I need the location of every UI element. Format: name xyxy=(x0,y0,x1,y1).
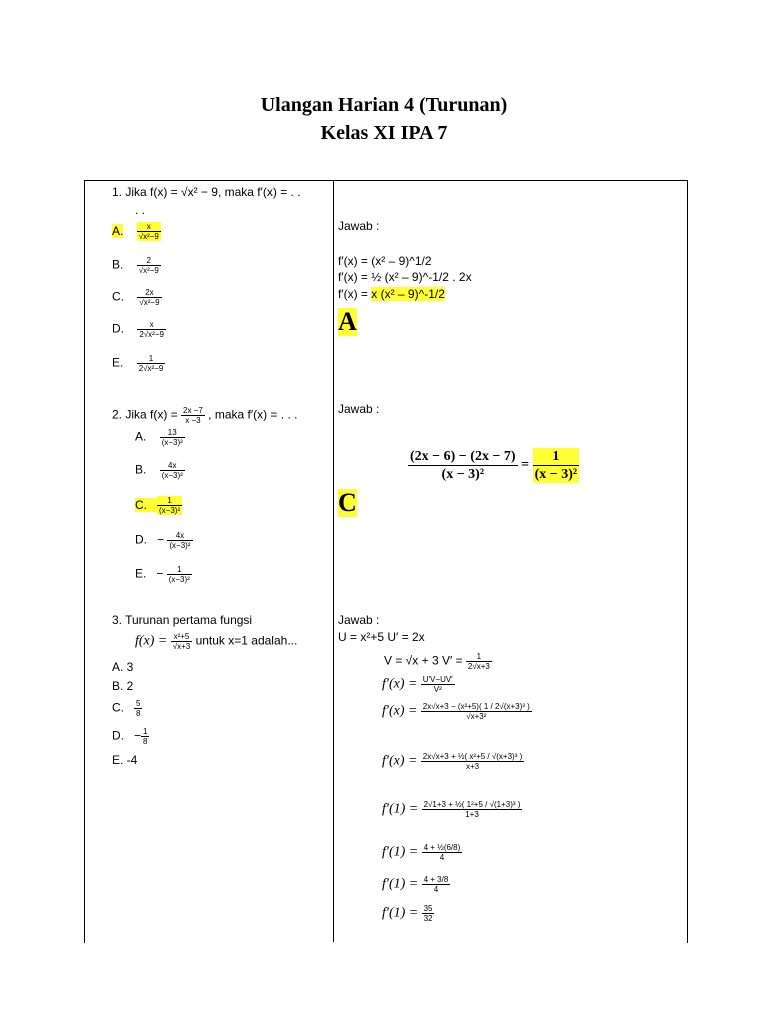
q1-d-frac xyxy=(137,320,166,339)
page-title: Ulangan Harian 4 (Turunan) xyxy=(260,94,508,116)
q3-d-label: D. xyxy=(112,728,124,743)
q3-v-frac xyxy=(466,652,492,671)
q2-a-label: A. xyxy=(135,429,147,444)
column-divider xyxy=(333,180,334,942)
q2-b-num: 4x xyxy=(168,461,177,470)
q3-c-label: C. xyxy=(112,700,124,715)
q2-e-sign: − xyxy=(156,566,164,581)
q2-option-b xyxy=(135,461,185,480)
q2-res-den: (x − 3)² xyxy=(534,467,578,482)
q2-prompt-pre: 2. Jika f(x) = xyxy=(112,407,178,422)
q3-l2-frac xyxy=(421,702,532,721)
q3-l4-frac xyxy=(422,800,523,819)
q1-step3-prefix: f′(x) = xyxy=(338,287,372,301)
q3-line5 xyxy=(382,843,462,862)
q2-c-label: C. xyxy=(135,497,147,512)
q2-prompt-den: x −3 xyxy=(181,415,205,425)
q2-a-num: 13 xyxy=(167,428,177,437)
q1-option-c xyxy=(112,288,162,307)
q1-d-num: x xyxy=(149,320,154,329)
q3-line1 xyxy=(382,675,455,694)
q2-option-a xyxy=(135,428,185,447)
q1-jawab: Jawab : xyxy=(338,219,380,233)
q2-result-frac xyxy=(533,448,580,483)
q3-v xyxy=(384,652,492,671)
q3-l4-lhs: f′(1) = xyxy=(382,801,419,817)
q1-answer: A xyxy=(338,307,357,336)
q1-e-frac xyxy=(137,354,166,373)
q3-prompt2: untuk x=1 adalah... xyxy=(195,633,298,648)
q3-c-num: 5 xyxy=(136,699,141,708)
q3-u: U = x²+5 U′ = 2x xyxy=(338,630,425,644)
page-subtitle: Kelas XI IPA 7 xyxy=(320,122,448,144)
q3-l5-den: 4 xyxy=(422,852,463,862)
q2-a-frac xyxy=(160,428,185,447)
q2-prompt-num: 2x −7 xyxy=(183,406,203,415)
q3-l3-den: x+3 xyxy=(421,761,524,771)
q1-option-d xyxy=(112,320,166,339)
q3-l5-frac xyxy=(422,843,463,862)
q1-step3-highlight: x (x² – 9)^-1/2 xyxy=(371,287,445,301)
q2-eq-den: (x − 3)² xyxy=(408,465,518,483)
q1-c-label: C. xyxy=(112,289,124,304)
q3-v-den: 2√x+3 xyxy=(467,662,490,671)
q2-option-d xyxy=(135,531,193,550)
q1-e-den: 2√x²−9 xyxy=(138,364,164,373)
q1-c-num: 2x xyxy=(145,288,154,297)
q3-l7-num: 35 xyxy=(423,904,433,913)
q1-c-frac xyxy=(137,288,161,307)
q2-e-label: E. xyxy=(135,566,147,581)
q3-line4 xyxy=(382,800,522,819)
q2-e-den: (x−3)² xyxy=(168,575,190,584)
q3-fx-den: √x+3 xyxy=(172,642,191,651)
q3-option-e: E. -4 xyxy=(112,753,138,767)
q3-l6-den: 4 xyxy=(422,884,451,894)
q1-b-num: 2 xyxy=(146,256,151,265)
q2-equation xyxy=(408,448,579,483)
q3-option-b: B. 2 xyxy=(112,679,134,693)
q3-fx-frac xyxy=(171,632,193,651)
q3-l7-frac xyxy=(422,904,435,923)
q2-b-label: B. xyxy=(135,462,147,477)
q2-option-e xyxy=(135,565,192,584)
q1-option-e xyxy=(112,354,165,373)
q2-d-frac xyxy=(167,531,192,550)
q2-answer: C xyxy=(338,488,357,517)
q2-c-num: 1 xyxy=(167,496,172,505)
q3-d-num: 1 xyxy=(143,727,148,736)
q3-l2-den: √x+3² xyxy=(421,711,532,721)
q3-jawab: Jawab : xyxy=(338,613,380,627)
q3-line6 xyxy=(382,875,450,894)
q3-option-a: A. 3 xyxy=(112,660,134,674)
q3-l1-den: V² xyxy=(421,684,455,694)
q2-option-c xyxy=(135,496,182,515)
q3-v-num: 1 xyxy=(476,652,482,661)
q3-line2 xyxy=(382,702,532,721)
q3-fx: f(x) = xyxy=(135,633,168,649)
q3-l7-den: 32 xyxy=(423,914,433,923)
q1-a-num: x xyxy=(146,222,151,231)
q3-l5-num: 4 + ½(6/8) xyxy=(423,843,461,852)
q2-prompt xyxy=(112,406,297,425)
q3-line3 xyxy=(382,752,524,771)
q1-d-den: 2√x²−9 xyxy=(139,330,164,339)
q2-prompt-frac xyxy=(181,406,205,425)
q1-e-num: 1 xyxy=(148,354,154,363)
q2-d-den: (x−3)² xyxy=(169,541,191,550)
q3-option-d xyxy=(112,727,149,746)
q3-l5-lhs: f′(1) = xyxy=(382,844,419,860)
q2-c-den: (x−3)² xyxy=(159,506,181,515)
q1-e-label: E. xyxy=(112,355,124,370)
q1-b-den: √x²−9 xyxy=(138,266,159,275)
q2-prompt-post: , maka f′(x) = . . . xyxy=(208,407,298,422)
q2-jawab: Jawab : xyxy=(338,402,380,416)
q3-l1-lhs: f′(x) = xyxy=(382,676,418,692)
q1-option-a xyxy=(112,222,161,241)
q1-prompt-cont: . . xyxy=(135,203,146,217)
q3-l1-frac xyxy=(421,675,455,694)
q3-prompt1: 3. Turunan pertama fungsi xyxy=(112,613,253,627)
q1-b-frac xyxy=(137,256,161,275)
q2-c-frac xyxy=(157,496,182,515)
q1-a-frac xyxy=(137,222,161,241)
q3-d-den: 8 xyxy=(143,737,148,746)
q2-d-sign: − xyxy=(157,532,165,547)
q3-l3-num: 2x√x+3 + ½( x²+5 / √(x+3)³ ) xyxy=(422,752,523,761)
q1-prompt: 1. Jika f(x) = √x² − 9, maka f′(x) = . . xyxy=(112,185,301,199)
q3-d-frac xyxy=(141,727,149,746)
q3-l4-num: 2√1+3 + ½( 1²+5 / √(1+3)³ ) xyxy=(423,800,521,809)
q2-eq-num: (2x − 6) − (2x − 7) xyxy=(410,449,516,464)
q2-eq-sign: = xyxy=(521,457,530,473)
q1-step2: f′(x) = ½ (x² – 9)^-1/2 . 2x xyxy=(338,270,472,284)
q3-function xyxy=(135,632,297,651)
q3-l3-lhs: f′(x) = xyxy=(382,753,418,769)
q3-l2-num: 2x√x+3 − (x²+5)( 1 / 2√(x+3)³ ) xyxy=(422,702,530,711)
q1-step1: f′(x) = (x² – 9)^1/2 xyxy=(338,254,432,268)
q2-b-frac xyxy=(160,461,185,480)
q2-d-num: 4x xyxy=(175,531,185,540)
q2-eq-frac xyxy=(408,448,518,483)
q3-l7-lhs: f′(1) = xyxy=(382,905,419,921)
q3-fx-num: x²+5 xyxy=(173,632,190,641)
q1-a-label: A. xyxy=(112,223,124,238)
q3-option-c xyxy=(112,699,142,718)
q3-c-den: 8 xyxy=(136,709,141,718)
q3-d-sign: − xyxy=(134,728,142,743)
q3-l6-frac xyxy=(422,875,451,894)
q3-l3-frac xyxy=(421,752,524,771)
q2-a-den: (x−3)² xyxy=(161,438,183,447)
q1-d-label: D. xyxy=(112,321,124,336)
q1-a-den: √x²−9 xyxy=(138,232,159,241)
q3-l2-lhs: f′(x) = xyxy=(382,703,418,719)
q1-b-label: B. xyxy=(112,257,124,272)
q3-line7 xyxy=(382,904,434,923)
q2-d-label: D. xyxy=(135,532,147,547)
q2-b-den: (x−3)² xyxy=(161,471,183,480)
q2-e-frac xyxy=(167,565,192,584)
q1-step3 xyxy=(338,287,445,301)
q2-e-num: 1 xyxy=(177,565,182,574)
q2-res-num: 1 xyxy=(552,449,560,464)
q3-l1-num: U′V−UV′ xyxy=(422,675,453,684)
q1-option-b xyxy=(112,256,161,275)
q3-l6-lhs: f′(1) = xyxy=(382,876,419,892)
q3-l6-num: 4 + 3/8 xyxy=(423,875,449,884)
q3-c-frac xyxy=(134,699,142,718)
q3-l4-den: 1+3 xyxy=(422,809,523,819)
q3-v-text: V = √x + 3 V′ = xyxy=(384,653,463,668)
q1-c-den: √x²−9 xyxy=(139,298,160,307)
